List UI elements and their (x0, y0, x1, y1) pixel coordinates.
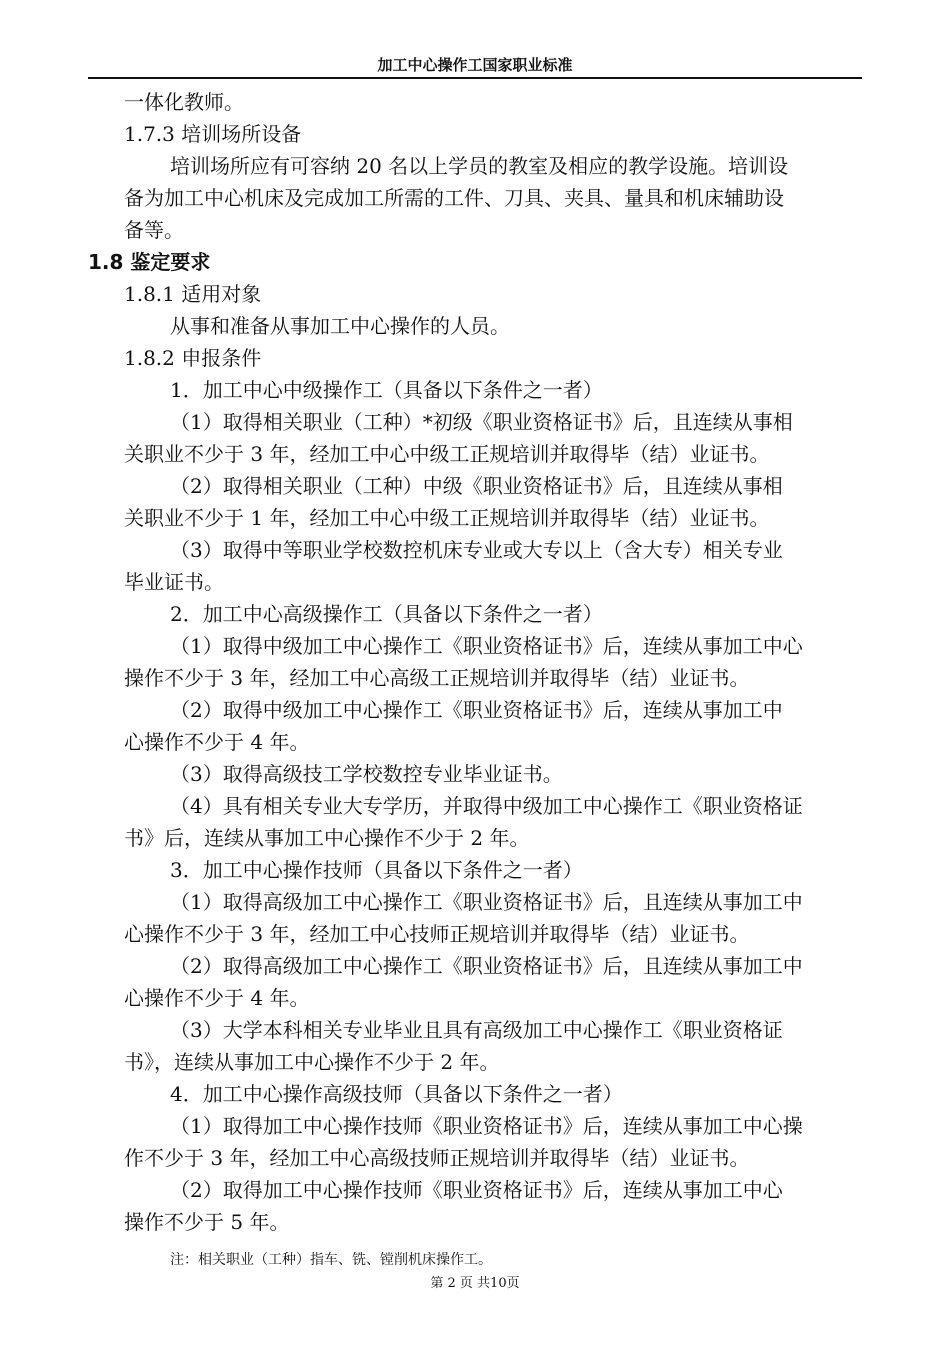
paragraph-line: 从事和准备从事加工中心操作的人员。 (170, 314, 510, 338)
list-item: （3）取得高级技工学校数控专业毕业证书。 (170, 762, 563, 786)
page-header-title: 加工中心操作工国家职业标准 (377, 56, 573, 74)
list-item-continuation: 心操作不少于 3 年，经加工中心技师正规培训并取得毕（结）业证书。 (124, 922, 750, 946)
list-item-continuation: 关职业不少于 1 年，经加工中心中级工正规培训并取得毕（结）业证书。 (124, 506, 770, 530)
list-item: （2）取得加工中心操作技师《职业资格证书》后，连续从事加工中心 (170, 1178, 783, 1202)
header-divider (88, 77, 862, 79)
list-item-continuation: 心操作不少于 4 年。 (124, 730, 310, 754)
paragraph-line: 一体化教师。 (124, 90, 244, 114)
document-body (88, 86, 860, 1238)
list-item: （3）大学本科相关专业毕业且具有高级加工中心操作工《职业资格证 (170, 1018, 783, 1042)
list-item: （1）取得高级加工中心操作工《职业资格证书》后，且连续从事加工中 (170, 890, 803, 914)
list-item: （1）取得相关职业（工种）*初级《职业资格证书》后，且连续从事相 (170, 410, 793, 434)
section-heading-1-8-2: 1.8.2 申报条件 (124, 346, 262, 370)
list-item-continuation: 毕业证书。 (124, 570, 224, 594)
list-item-continuation: 作不少于 3 年，经加工中心高级技师正规培训并取得毕（结）业证书。 (124, 1146, 750, 1170)
paragraph-line: 备为加工中心机床及完成加工所需的工件、刀具、夹具、量具和机床辅助设 (124, 186, 784, 210)
paragraph-line: 备等。 (124, 218, 184, 242)
list-item-continuation: 心操作不少于 4 年。 (124, 986, 310, 1010)
list-item: （3）取得中等职业学校数控机床专业或大专以上（含大专）相关专业 (170, 538, 783, 562)
list-heading: 3．加工中心操作技师（具备以下条件之一者） (170, 858, 583, 882)
list-item: （1）取得中级加工中心操作工《职业资格证书》后，连续从事加工中心 (170, 634, 803, 658)
paragraph-line: 培训场所应有可容纳 20 名以上学员的教室及相应的教学设施。培训设 (170, 154, 789, 178)
list-item-continuation: 书》后，连续从事加工中心操作不少于 2 年。 (124, 826, 530, 850)
section-heading-1-8-1: 1.8.1 适用对象 (124, 282, 262, 306)
list-heading: 2．加工中心高级操作工（具备以下条件之一者） (170, 602, 603, 626)
list-item: （2）取得高级加工中心操作工《职业资格证书》后，且连续从事加工中 (170, 954, 803, 978)
section-heading-1-7-3: 1.7.3 培训场所设备 (124, 122, 302, 146)
section-heading-1-8: 1.8 鉴定要求 (88, 250, 211, 274)
list-item: （2）取得相关职业（工种）中级《职业资格证书》后，且连续从事相 (170, 474, 783, 498)
list-item-continuation: 操作不少于 3 年，经加工中心高级工正规培训并取得毕（结）业证书。 (124, 666, 750, 690)
list-item-continuation: 关职业不少于 3 年，经加工中心中级工正规培训并取得毕（结）业证书。 (124, 442, 770, 466)
list-item-continuation: 操作不少于 5 年。 (124, 1210, 290, 1234)
list-item: （1）取得加工中心操作技师《职业资格证书》后，连续从事加工中心操 (170, 1114, 803, 1138)
footnote: 注：相关职业（工种）指车、铣、镗削机床操作工。 (170, 1252, 492, 1268)
list-item: （4）具有相关专业大专学历，并取得中级加工中心操作工《职业资格证 (170, 794, 803, 818)
list-heading: 4．加工中心操作高级技师（具备以下条件之一者） (170, 1082, 623, 1106)
list-item: （2）取得中级加工中心操作工《职业资格证书》后，连续从事加工中 (170, 698, 783, 722)
list-item-continuation: 书》，连续从事加工中心操作不少于 2 年。 (124, 1050, 500, 1074)
page-number: 第 2 页 共10页 (430, 1276, 520, 1291)
list-heading: 1．加工中心中级操作工（具备以下条件之一者） (170, 378, 603, 402)
